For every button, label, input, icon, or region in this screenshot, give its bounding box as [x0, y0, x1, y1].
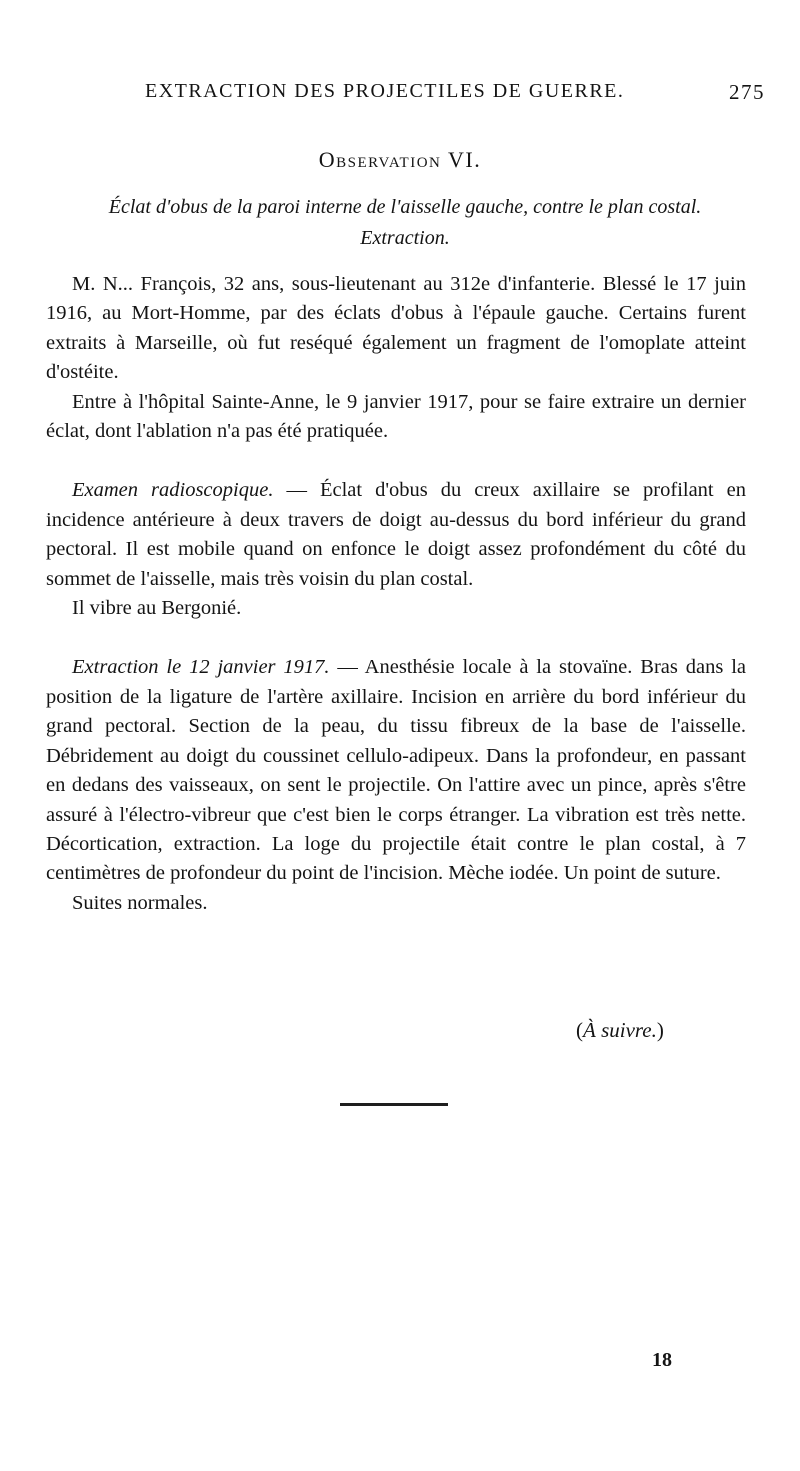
paragraph-2 — [46, 388, 746, 447]
section-rule — [340, 1103, 448, 1106]
to-be-continued — [576, 1018, 664, 1043]
running-head — [145, 80, 765, 110]
paragraph-1 — [46, 270, 746, 388]
paragraph-5 — [46, 653, 746, 888]
paragraph-text: — Éclat d'obus du creux axillaire se profilant en incidence antérieure à deux travers de doigt au-dessus du bord inférieur du grand pectoral. Il est mobile quand on enfonce le doigt assez profondément du côté du sommet de l'aisselle, mais très voisin du plan costal. — [46, 479, 746, 590]
paragraph-text: M. N... François, 32 ans, sous-lieutenant au 312e d'infanterie. Blessé le 17 juin 1916, au Mort-Homme, par des éclats d'obus à l'épaule gauche. Certains furent extraits à Marseille, où fut reséqué également un fragment de l'omoplate atteint d'ostéite. — [46, 273, 746, 384]
paren-open: ( — [576, 1018, 583, 1042]
subtitle-line-1: Éclat d'obus de la paroi interne de l'aisselle gauche, contre le plan costal. — [108, 196, 702, 218]
paragraph-lead: Examen radioscopique. — [72, 479, 274, 502]
signature-mark: 18 — [652, 1349, 672, 1371]
body-text — [46, 270, 746, 918]
running-title: EXTRACTION DES PROJECTILES DE GUERRE. — [145, 80, 625, 102]
paragraph-text: Suites normales. — [72, 891, 208, 914]
page-number: 275 — [729, 80, 765, 104]
paragraph-6 — [46, 889, 746, 918]
paragraph-3 — [46, 476, 746, 594]
paren-close: ) — [656, 1018, 664, 1042]
paragraph-4 — [46, 594, 746, 623]
paragraph-text: Il vibre au Bergonié. — [72, 597, 242, 620]
paragraph-text: — Anesthésie locale à la stovaïne. Bras dans la position de la ligature de l'artère axillaire. Incision en arrière du bord inférieur du grand pectoral. Section de la peau, du tissu fibreux de la base de l'aisselle. Débridement au doigt du coussinet cellulo-adipeux. Dans la profondeur, en passant en dedans des vaisseaux, on sent le projectile. On l'attire avec un pince, après s'être assuré à l'électro-vibreur que c'est bien le corps étranger. La vibration est très nette. Décortication, extraction. La loge du projectile était contre le plan costal, à 7 centimètres de profondeur du point de l'incision. Mèche iodée. Un point de suture. — [46, 656, 746, 885]
subtitle-line-2: Extraction. — [360, 227, 450, 249]
to-be-continued-label: À suivre. — [583, 1018, 657, 1042]
paragraph-text: Entre à l'hôpital Sainte-Anne, le 9 janvier 1917, pour se faire extraire un dernier éclat, dont l'ablation n'a pas été pratiquée. — [46, 390, 746, 443]
paragraph-lead: Extraction le 12 janvier 1917. — [72, 656, 330, 679]
observation-subtitle — [60, 192, 750, 254]
observation-title: Observation VI. — [318, 147, 482, 172]
